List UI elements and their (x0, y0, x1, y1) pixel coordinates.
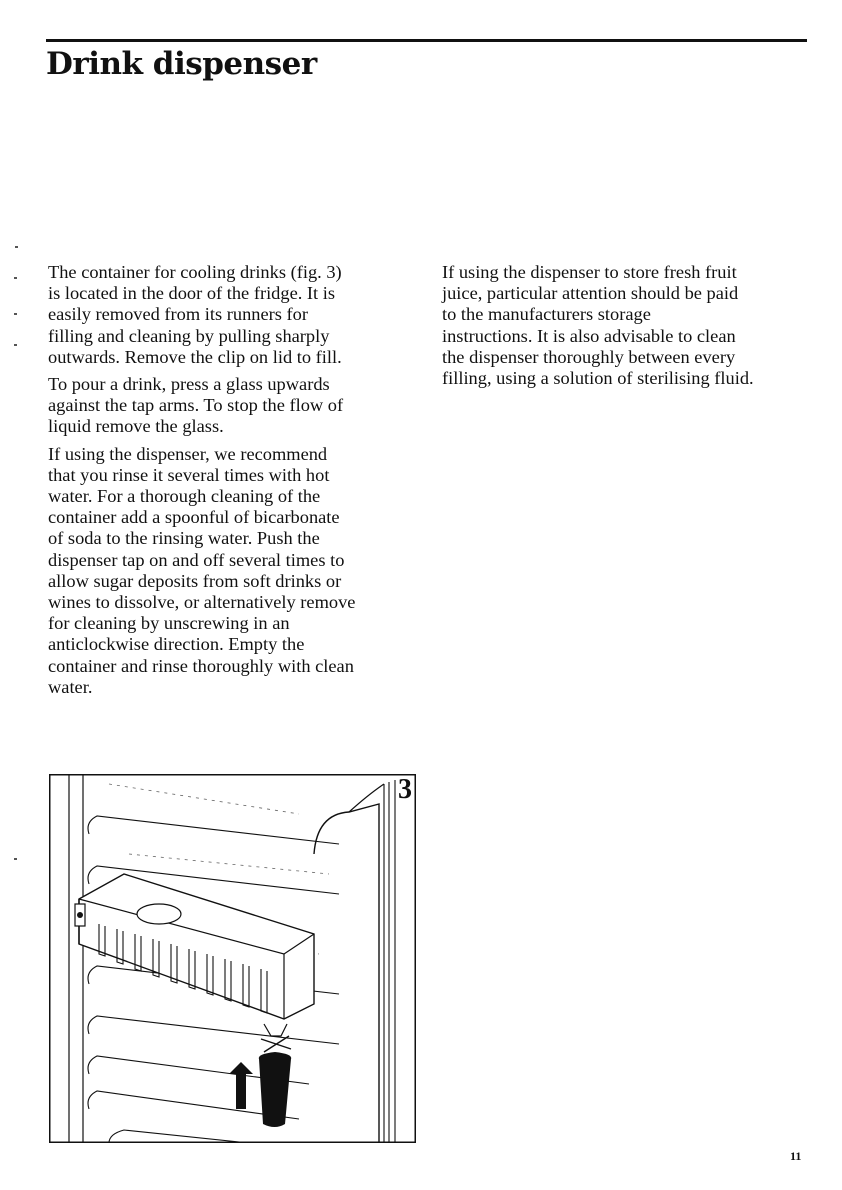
header-rule (46, 39, 807, 42)
scan-mark (14, 313, 17, 315)
paragraph: If using the dispenser to store fresh fruit juice, particular attention should be paid to the manufacturers storage instructions. It is also advisable to clean the dispenser thoroughly between every filling, using a solution of sterilising fluid. (442, 262, 754, 389)
page-title: Drink dispenser (46, 46, 317, 82)
paragraph: To pour a drink, press a glass upwards against the tap arms. To stop the flow of liquid remove the glass. (48, 374, 344, 437)
dispenser-illustration (49, 774, 416, 1143)
right-text-column (442, 262, 814, 395)
scan-mark (14, 277, 17, 279)
paragraph: If using the dispenser, we recommend that you rinse it several times with hot water. For a thorough cleaning of the container add a spoonful of bicarbonate of soda to the rinsing water. Push the dispenser tap on and off several times to allow sugar deposits from soft drinks or wines to dissolve, or alternatively remove for cleaning by unscrewing in an anticlockwise direction. Empty the container and rinse thoroughly with clean water. (48, 443, 356, 697)
scan-mark (15, 246, 18, 248)
page-number: 11 (790, 1149, 802, 1163)
scan-mark (14, 344, 17, 346)
scan-mark (14, 858, 17, 860)
fridge-door-drawing (49, 774, 416, 1143)
paragraph: The container for cooling drinks (fig. 3) is located in the door of the fridge. It is easily removed from its runners for filling and cleaning by pulling sharply outwards. Remove the clip on lid to fill. (48, 262, 342, 367)
figure-number: 3 (398, 774, 412, 805)
left-text-column (48, 262, 420, 704)
